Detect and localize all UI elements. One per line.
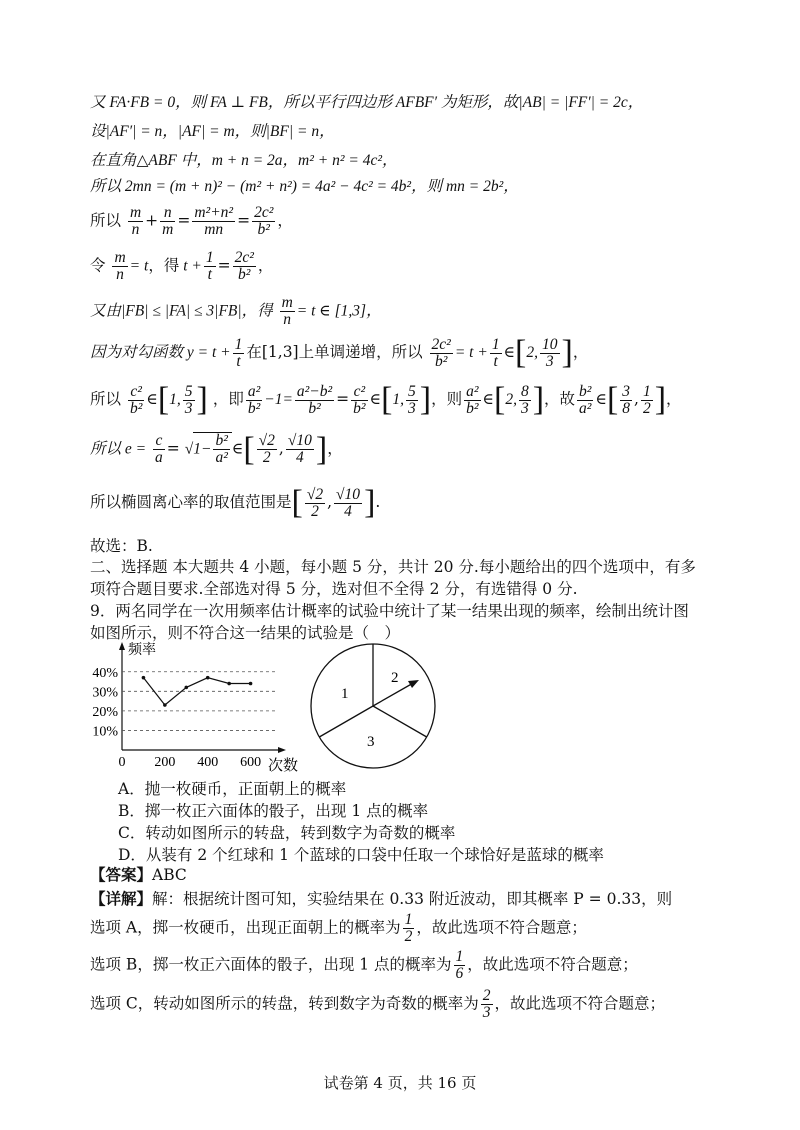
x-tick-label: 200 [154,755,176,770]
line-8: 因为对勾函数 y = t + $\frac{1}{t}$ 在[1,3]上单调递增，所以 $\frac{\text{2c²}}{\text{b²}}$ = t + $\frac{1}{t}$ ∈[2, $\frac{10}{3}$ ]， [90,334,589,371]
option-b: B．掷一枚正六面体的骰子，出现 1 点的概率 [118,802,429,820]
spinner-diagram [303,634,443,774]
x-tick-label: 400 [197,755,219,770]
spinner-label-1: 1 [341,686,349,702]
option-d: D．从装有 2 个红球和 1 个蓝球的口袋中任取一个球恰好是蓝球的概率 [118,846,604,864]
option-c: C．转动如图所示的转盘，转到数字为奇数的概率 [118,824,456,842]
y-axis-label: 频率 [128,643,156,658]
y-axis-arrow [119,642,125,650]
answer-line: 【答案】ABC [90,865,187,884]
line-10: 所以 e = $\frac{c}{a}$ = √1− $\frac{\text{b²}}{\text{a²}}$ ∈[ $\frac{√2}{2}$ , $\frac{√10}{4}$ ]， [90,430,343,468]
line-9: 所以 $\frac{\text{c²}}{\text{b²}}$ ∈[1, $\frac{5}{3}$ ] ，即 $\frac{\text{a²}}{\text{b²}}$ −1= $\frac{\text{a²−b²}}{\text{b²}}$ = $\frac{\text{c²}}{\text{b²}}$ ∈[1, $\frac{5}{3}$ ]，则 $\frac{\text{a²}}{\text{b²}}$ ∈[2, $\frac{8}{3}$ ]，故 $\frac{\text{b²}}{\text{a²}}$ ∈[ $\frac{3}{8}$ , $\frac{1}{2}$ ]， [90,381,682,418]
spinner-label-2: 2 [391,670,399,686]
y-tick-label: 10% [92,724,118,740]
data-point [142,676,146,680]
line-5: 所以 $\frac{m}{n}$ + $\frac{n}{m}$ = $\frac{\text{m²+n²}}{mn}$ = $\frac{\text{2c²}}{\text{b²}}$ ， [90,204,293,238]
x-tick-label: 0 [118,755,126,770]
line-1: 又 FA·FB = 0，则 FA ⊥ FB，所以平行四边形 AFBF′ 为矩形，故|AB| = |FF′| = 2c， [90,94,644,111]
detail-line: 【详解】解：根据统计图可知，实验结果在 0.33 附近波动，即其概率 P = 0.33，则 [90,889,673,908]
detail-option-a: 选项 A，掷一枚硬币，出现正面朝上的概率为 $\frac{1}{2}$ ，故此选项不符合题意； [90,911,587,945]
data-point [184,686,188,690]
data-point [249,682,253,686]
question-9-line-1: 9．两名同学在一次用频率估计概率的试验中统计了某一结果出现的频率，绘制出统计图 [90,602,689,620]
line-2: 设|AF′| = n，|AF| = m，则|BF| = n， [90,123,335,140]
spinner-divider-left [319,706,373,737]
line-3: 在直角△ABF 中，m + n = 2a，m² + n² = 4c²， [90,152,398,169]
y-tick-label: 20% [92,704,118,720]
section-2-line-1: 二、选择题 本大题共 4 小题，每小题 5 分，共计 20 分.每小题给出的四个选项中，有多 [90,558,696,576]
data-point [163,703,167,707]
y-tick-label: 30% [92,685,118,701]
y-tick-label: 40% [92,665,118,681]
data-point [227,682,231,686]
x-tick-label: 600 [240,755,262,770]
option-a: A．抛一枚硬币，正面朝上的概率 [118,780,347,798]
data-point [206,676,210,680]
section-2-line-2: 项符合题目要求.全部选对得 5 分，选对但不全得 2 分，有选错得 0 分. [90,580,578,598]
line-6: 令 $\frac{m}{n}$ = t，得 t + $\frac{1}{t}$ = $\frac{\text{2c²}}{\text{b²}}$ ， [90,249,274,283]
spinner-divider-right [373,706,427,737]
frequency-line-chart [82,638,299,774]
detail-option-b: 选项 B，掷一枚正六面体的骰子，出现 1 点的概率为 $\frac{1}{6}$ ，故此选项不符合题意； [90,948,638,982]
spinner-arrow-head [408,680,419,688]
detail-option-c: 选项 C，转动如图所示的转盘，转到数字为奇数的概率为 $\frac{2}{3}$ ，故此选项不符合题意； [90,987,666,1021]
spinner-label-3: 3 [367,734,375,750]
line-4: 所以 2mn = (m + n)² − (m² + n²) = 4a² − 4c² = 4b²，则 mn = 2b²， [90,178,519,195]
x-axis-arrow [278,747,286,753]
line-7: 又由|FB| ≤ |FA| ≤ 3|FB|，得 $\frac{m}{n}$ = t ∈ [1,3]， [90,294,382,328]
x-axis-label: 次数 [268,758,299,774]
page-footer: 试卷第 4 页，共 16 页 [323,1074,477,1092]
line-12: 故选：B. [90,537,153,555]
line-11: 所以椭圆离心率的取值范围是[ $\frac{√2}{2}$ , $\frac{√10}{4}$ ]. [90,484,381,521]
question-9-line-2: 如图所示，则不符合这一结果的试验是（ ） [90,624,401,642]
